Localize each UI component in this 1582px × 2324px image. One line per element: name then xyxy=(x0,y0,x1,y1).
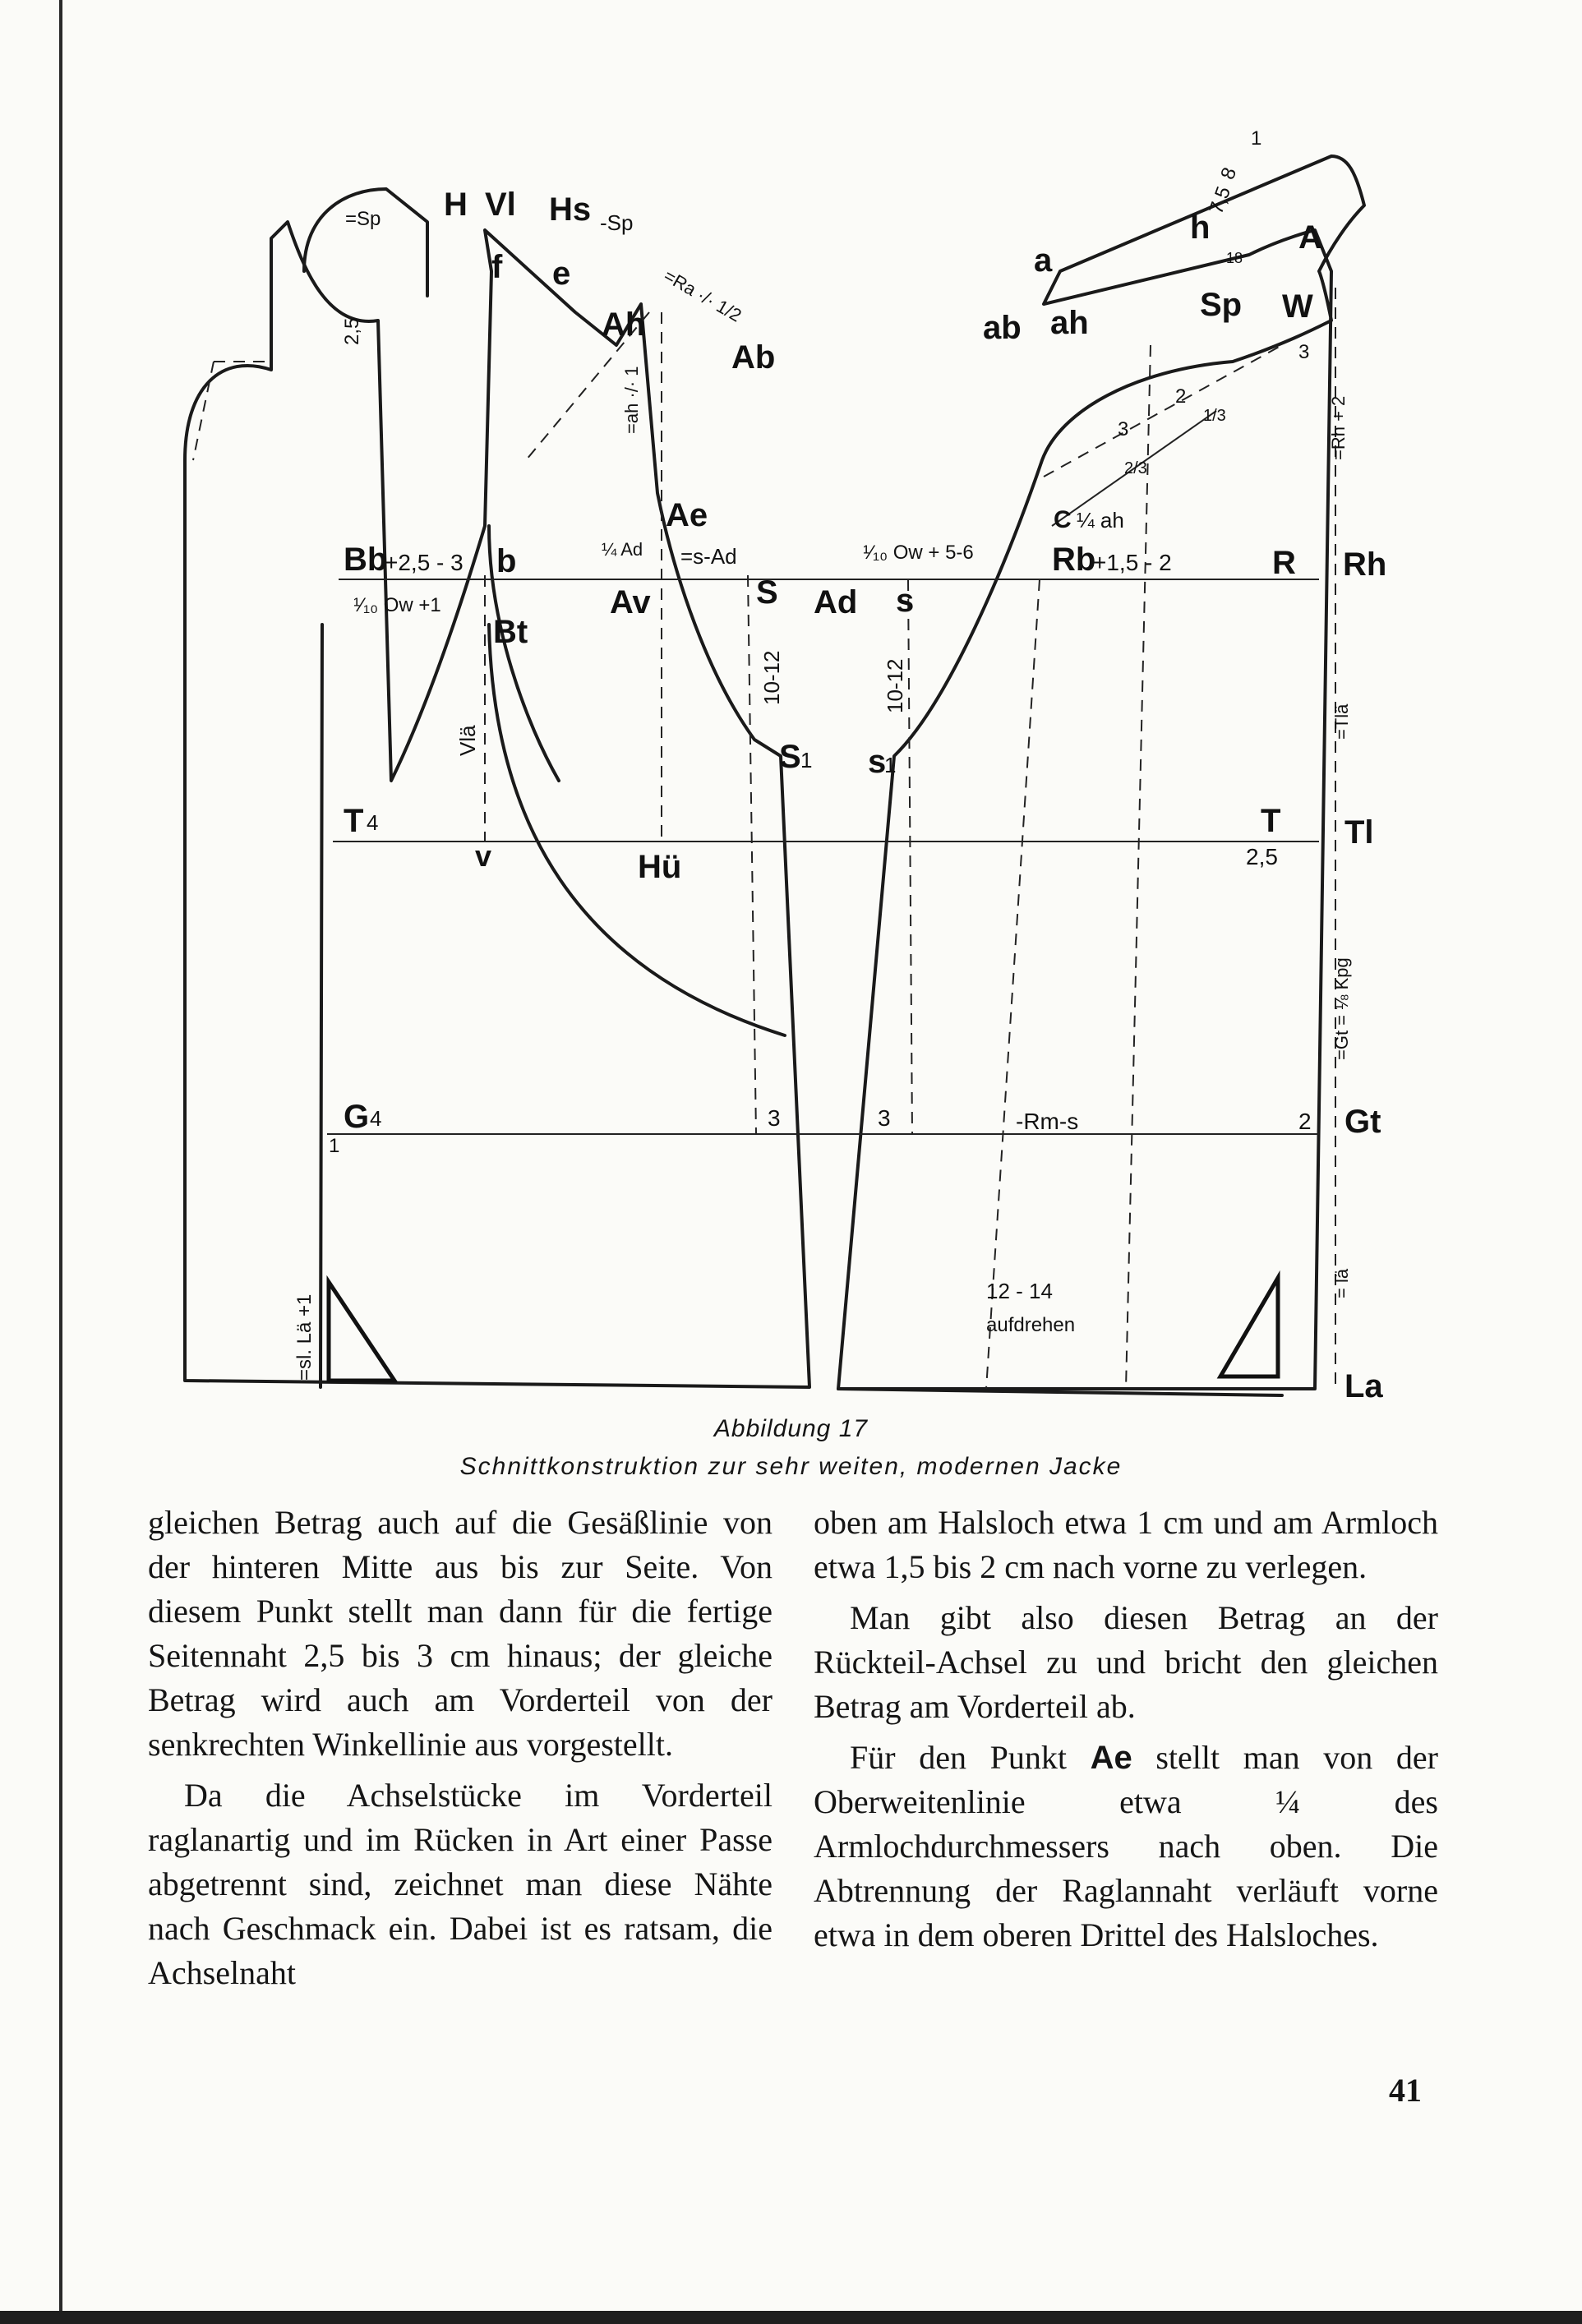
front-diagonal xyxy=(1044,345,1282,477)
back-dashed-vertical xyxy=(748,575,756,1134)
label-R: R xyxy=(1272,545,1296,581)
label-quarter-Ad: ¼ Ad xyxy=(602,539,643,560)
label-C-meas: ¼ ah xyxy=(1077,508,1124,533)
front-dashed-line xyxy=(1126,345,1151,1389)
label-W: W xyxy=(1282,288,1313,325)
label-ah: ah xyxy=(1050,305,1089,341)
label-G4: G xyxy=(344,1099,370,1135)
label-Gt: Gt xyxy=(1344,1104,1381,1140)
label-H: H xyxy=(444,187,468,223)
front-dashed-vertical xyxy=(908,579,912,1134)
label-Ra: =Ra ·/· 1/2 xyxy=(660,265,745,326)
label-Av: Av xyxy=(610,584,651,620)
back-yoke-curve xyxy=(304,189,427,296)
label-slLa: =sl. Lä +1 xyxy=(293,1293,316,1381)
triangle-right xyxy=(1220,1278,1278,1376)
label-num3: 3 xyxy=(1298,341,1310,363)
label-ah1: =ah ·/· 1 xyxy=(621,366,642,434)
label-La: La xyxy=(1344,1368,1383,1404)
text-column-right xyxy=(814,1501,1438,1964)
label-Vl: Vl xyxy=(485,187,516,223)
page-number: 41 xyxy=(1389,2072,1422,2109)
label-v: v xyxy=(475,839,492,873)
triangle-left xyxy=(329,1282,394,1381)
right-paragraph-3 xyxy=(814,1736,1438,1957)
label-s1-sub: 1 xyxy=(884,753,897,777)
label-s: s xyxy=(896,583,915,619)
label-sp-left: =Sp xyxy=(345,208,381,230)
label-la-eq: = lä xyxy=(1331,1268,1352,1298)
figure-caption-subtitle: Schnittkonstruktion zur sehr weiten, modernen Jacke xyxy=(459,1453,1123,1480)
label-f: f xyxy=(491,249,503,285)
back-left-dashed xyxy=(193,362,214,460)
right-p3-bold-point: Ae xyxy=(1090,1740,1132,1776)
label-Tla: =Tlä xyxy=(1331,703,1352,740)
label-v25: 2,5 xyxy=(341,317,363,345)
label-1012a: 10-12 xyxy=(759,650,784,705)
front-dashed-line-2 xyxy=(986,579,1040,1389)
label-Gt-eq: =Gt = ⅛ Kpg xyxy=(1331,957,1352,1060)
label-num18: 18 xyxy=(1226,250,1243,266)
label-Vla: Vlä xyxy=(455,725,480,756)
label-num8: 8 xyxy=(1216,164,1242,183)
label-Ab: Ab xyxy=(731,339,776,376)
figure-caption-title: Abbildung 17 xyxy=(713,1415,869,1442)
label-Rms: -Rm-s xyxy=(1016,1109,1079,1134)
label-Rb-meas: +1,5 - 2 xyxy=(1093,550,1172,575)
label-range: 12 - 14 xyxy=(986,1279,1053,1303)
label-Ae: Ae xyxy=(666,497,708,533)
front-piece-outline xyxy=(838,156,1364,1389)
label-Rh: Rh xyxy=(1343,546,1387,583)
label-s1: s xyxy=(868,744,887,780)
label-ow1: ¹⁄₁₀ Ow +1 xyxy=(353,594,441,616)
label-T4: T xyxy=(344,803,364,839)
label-T4-sub: 4 xyxy=(367,810,379,835)
label-Bb: Bb xyxy=(344,542,388,578)
left-paragraph-1: gleichen Betrag auch auf die Gesäßlinie von der hinteren Mitte aus bis zur Seite. Von diesem Punkt stellt man dann für die fertige Seitennaht 2,5 bis 3 cm hinaus; der gleiche Betrag wird auch am Vorderteil von der senkrechten Winkellinie aus vorgestellt. xyxy=(148,1504,773,1763)
label-A: A xyxy=(1298,219,1322,256)
left-paragraph-2: Da die Achselstücke im Vorderteil raglanartig und im Rücken in Art einer Passe abgetrennt sind, zeichnet man diese Nähte nach Geschmack ein. Dabei ist es ratsam, die Achselnaht xyxy=(148,1777,773,1991)
page-bottom-edge xyxy=(0,2311,1582,2324)
label-h: h xyxy=(1190,210,1211,246)
label-C: C xyxy=(1054,506,1072,533)
label-S: S xyxy=(756,574,778,611)
label-Rh2: =Rh + 2 xyxy=(1328,395,1349,460)
label-num75: 7,5 xyxy=(1205,183,1236,218)
label-Sp: Sp xyxy=(1200,287,1243,323)
label-S1-sub: 1 xyxy=(800,748,813,772)
label-frac13: 1/3 xyxy=(1203,407,1226,425)
label-num3b: 3 xyxy=(1118,418,1129,440)
label-T25: 2,5 xyxy=(1246,844,1278,869)
label-Rb: Rb xyxy=(1052,542,1096,578)
text-column-left xyxy=(148,1501,773,2002)
label-num1: 1 xyxy=(1251,127,1262,150)
label-Bb-meas: +2,5 - 3 xyxy=(385,550,464,575)
label-Ad: Ad xyxy=(814,584,858,620)
label-ow56: ¹⁄₁₀ Ow + 5-6 xyxy=(863,542,974,564)
label-s-Ad: =s-Ad xyxy=(680,544,737,569)
label-frac23: 2/3 xyxy=(1124,459,1147,477)
hem-line-left xyxy=(321,625,322,1387)
label-Bt: Bt xyxy=(493,614,528,650)
right-p3-start: Für den Punkt xyxy=(850,1739,1091,1776)
label-S1: S xyxy=(779,739,801,775)
label-G4-sub: 4 xyxy=(370,1106,382,1131)
label-Hs: Hs xyxy=(549,191,592,228)
label-a: a xyxy=(1034,242,1053,279)
label-num2: 2 xyxy=(1175,385,1187,408)
label-Ah: Ah xyxy=(602,307,646,343)
right-paragraph-1: oben am Halsloch etwa 1 cm und am Armloch etwa 1,5 bis 2 cm nach vorne zu verlegen. xyxy=(814,1504,1438,1585)
label-one: 1 xyxy=(329,1135,340,1157)
label-Tl: Tl xyxy=(1344,814,1374,851)
label-three-2: 3 xyxy=(878,1105,891,1131)
front-curve xyxy=(489,625,785,1035)
label-b: b xyxy=(496,543,517,579)
label-e: e xyxy=(552,256,571,292)
back-piece-outline xyxy=(185,222,809,1387)
label-aufdrehen: aufdrehen xyxy=(986,1314,1076,1336)
label-three-1: 3 xyxy=(768,1105,781,1131)
label-1012b: 10-12 xyxy=(883,658,907,713)
label-two: 2 xyxy=(1298,1109,1312,1134)
label-Hs-sp: -Sp xyxy=(600,210,634,235)
right-p3-end: stellt man von der Oberweitenlinie etwa ¼ des Armlochdurchmessers nach oben. Die Abtrennung der Raglannaht verläuft vorne etwa in dem oberen Drittel des Halsloches. xyxy=(814,1739,1438,1953)
label-T: T xyxy=(1261,803,1281,839)
label-Hu: Hü xyxy=(638,849,682,885)
label-ab: ab xyxy=(983,310,1022,346)
right-paragraph-2: Man gibt also diesen Betrag an der Rückteil-Achsel zu und bricht den gleichen Betrag am Vorderteil ab. xyxy=(814,1599,1438,1725)
